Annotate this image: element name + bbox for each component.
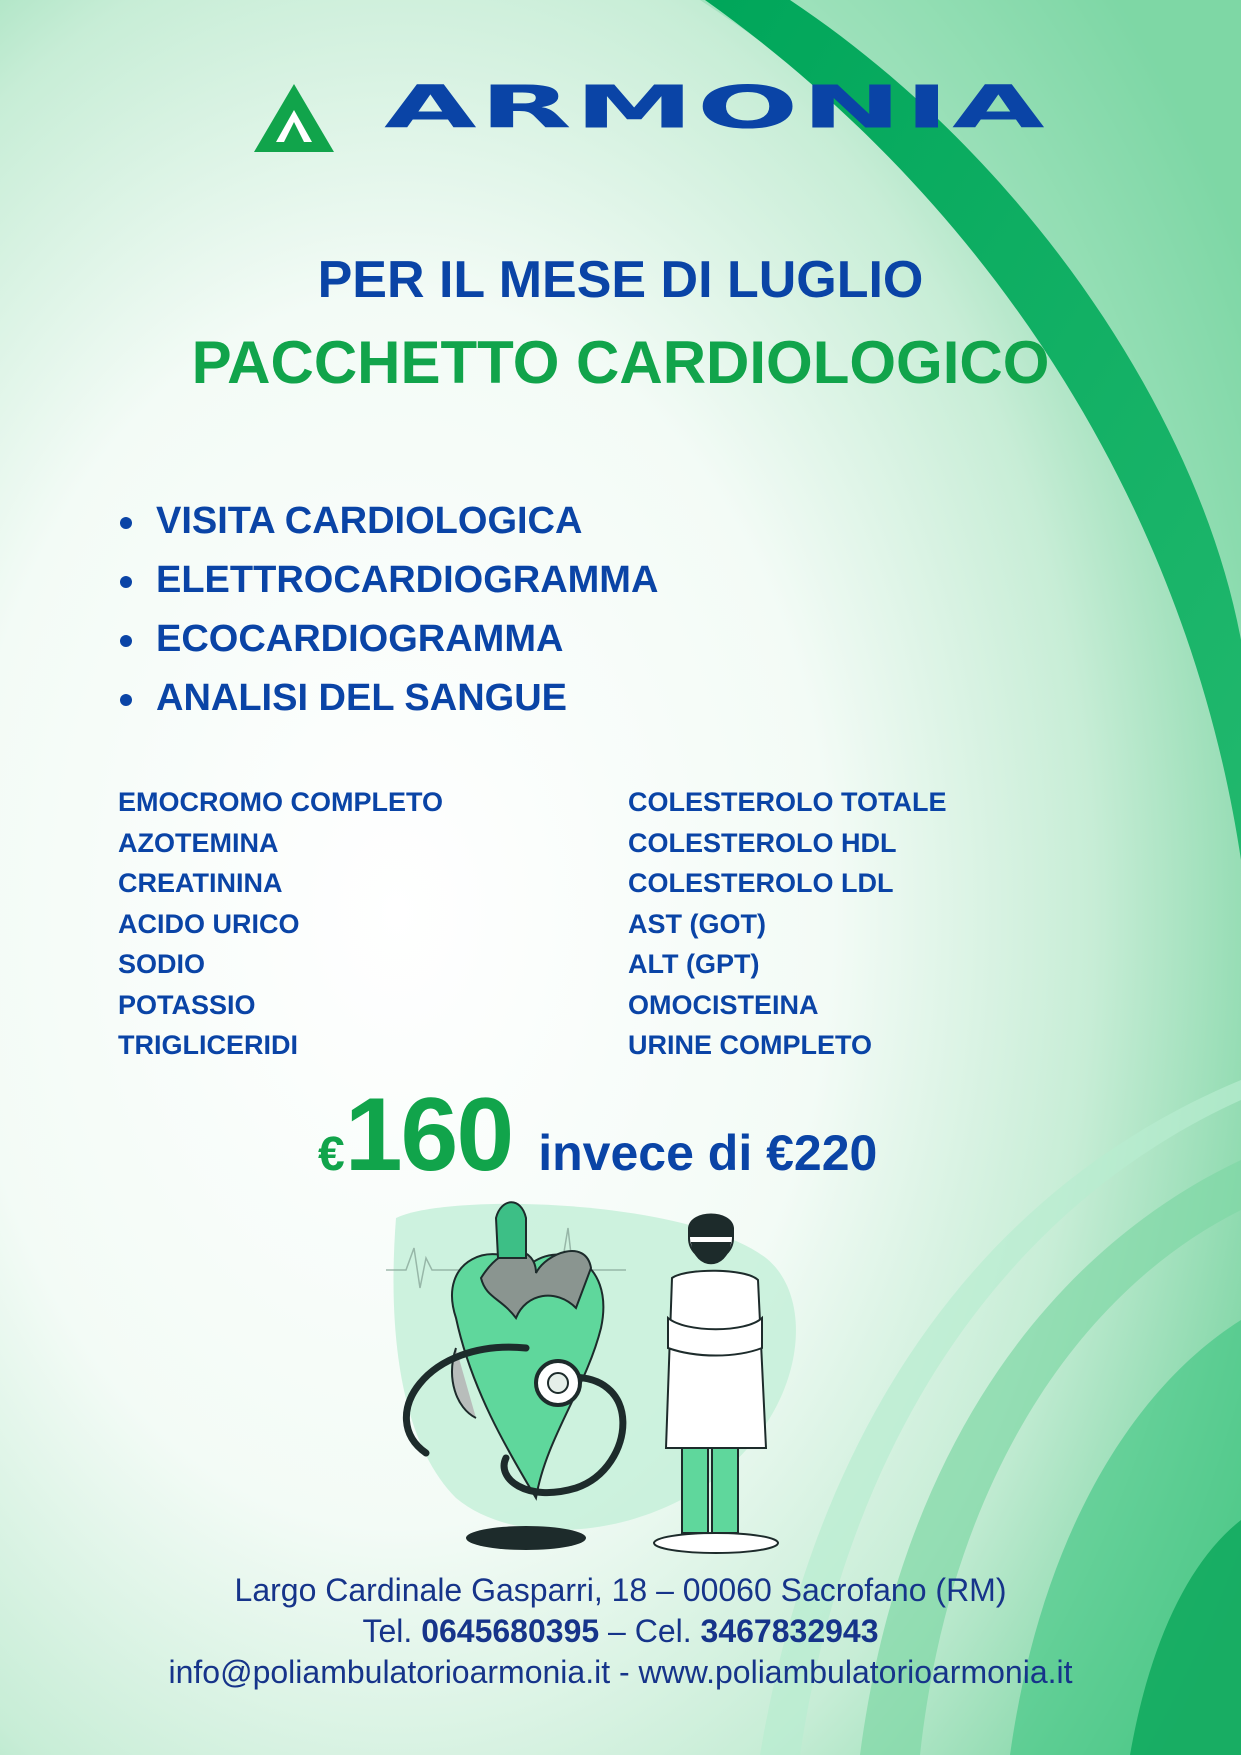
service-item: VISITA CARDIOLOGICA xyxy=(118,492,658,551)
logo-mark-icon xyxy=(254,84,334,154)
bullet-icon xyxy=(120,576,132,588)
contact-online xyxy=(0,1652,1241,1692)
price-currency: € xyxy=(318,1128,345,1181)
contact-phones xyxy=(0,1611,1241,1651)
test-item: POTASSIO xyxy=(118,989,256,1020)
cel-number[interactable]: 3467832943 xyxy=(700,1613,879,1649)
web-separator: - xyxy=(618,1654,630,1690)
contact-email[interactable]: info@poliambulatorioarmonia.it xyxy=(168,1654,611,1690)
test-item: COLESTEROLO TOTALE xyxy=(628,787,947,817)
test-item: EMOCROMO COMPLETO xyxy=(118,787,444,817)
test-item: CREATININA xyxy=(118,868,283,898)
price-original: invece di €220 xyxy=(538,1125,878,1181)
bullet-icon xyxy=(120,694,132,706)
test-item: AST (GOT) xyxy=(628,908,766,939)
phone-separator: – xyxy=(608,1613,626,1649)
cardiology-illustration xyxy=(386,1198,816,1558)
brand-name: ARMONIA xyxy=(384,73,1048,143)
service-item: ELETTROCARDIOGRAMMA xyxy=(118,551,658,610)
price-amount: 160 xyxy=(344,1077,513,1193)
test-item: AZOTEMINA xyxy=(118,827,279,858)
test-item: COLESTEROLO HDL xyxy=(628,827,897,858)
tel-number[interactable]: 0645680395 xyxy=(421,1613,600,1649)
blood-tests-right xyxy=(628,782,947,1066)
headline-package: PACCHETTO CARDIOLOGICO xyxy=(191,329,1050,396)
test-item: SODIO xyxy=(118,949,206,979)
services-list xyxy=(118,492,658,728)
contact-website[interactable]: www.poliambulatorioarmonia.it xyxy=(638,1654,1073,1690)
tel-label: Tel. xyxy=(362,1613,413,1649)
test-item: URINE COMPLETO xyxy=(628,1030,873,1060)
blood-tests-left xyxy=(118,782,443,1066)
test-item: TRIGLICERIDI xyxy=(118,1030,298,1060)
test-item: ACIDO URICO xyxy=(118,908,300,939)
price-block xyxy=(318,1077,878,1193)
service-item: ECOCARDIOGRAMMA xyxy=(118,610,658,669)
test-item: OMOCISTEINA xyxy=(628,989,819,1020)
service-item: ANALISI DEL SANGUE xyxy=(118,669,658,728)
headline-month: PER IL MESE DI LUGLIO xyxy=(317,251,924,309)
bullet-icon xyxy=(120,517,132,529)
test-item: COLESTEROLO LDL xyxy=(628,868,894,898)
cel-label: Cel. xyxy=(634,1613,692,1649)
brand-logo xyxy=(254,73,1048,158)
test-item: ALT (GPT) xyxy=(628,949,760,979)
bullet-icon xyxy=(120,635,132,647)
contact-address: Largo Cardinale Gasparri, 18 – 00060 Sacrofano (RM) xyxy=(234,1572,1007,1608)
